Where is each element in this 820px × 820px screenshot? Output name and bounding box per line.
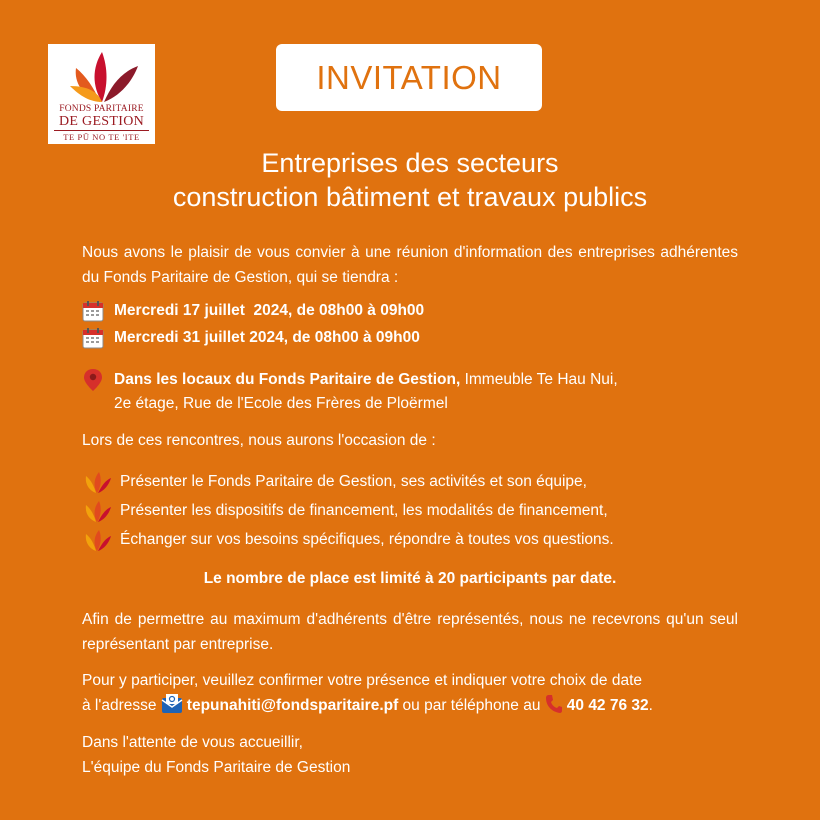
limit-notice: Le nombre de place est limité à 20 participants par date. bbox=[203, 570, 617, 587]
location-line2: 2e étage, Rue de l'Ecole des Frères de Ploërmel bbox=[114, 395, 448, 412]
location-row bbox=[82, 368, 618, 392]
invitation-label: INVITATION bbox=[316, 58, 502, 96]
intro-paragraph: Nous avons le plaisir de vous convier à une réunion d'information des entreprises adhérentes du Fonds Paritaire de Gestion, qui se tiendra : bbox=[82, 244, 738, 286]
date-row-2 bbox=[82, 327, 420, 349]
location-bold: Dans les locaux du Fonds Paritaire de Gestion, bbox=[114, 371, 461, 388]
title-line1: Entreprises des secteurs bbox=[261, 148, 559, 178]
logo bbox=[48, 44, 155, 144]
location-rest: Immeuble Te Hau Nui, bbox=[460, 371, 618, 388]
phone-icon bbox=[545, 694, 563, 714]
agenda-item-1-text: Présenter le Fonds Paritaire de Gestion, ses activités et son équipe, bbox=[120, 473, 587, 490]
contact-line1: Pour y participer, veuillez confirmer votre présence et indiquer votre choix de date bbox=[82, 672, 643, 689]
contact-middle: ou par téléphone au bbox=[398, 697, 545, 714]
logo-rule bbox=[54, 130, 149, 131]
leaf-bullet-icon bbox=[82, 499, 112, 523]
agenda-item-2 bbox=[82, 499, 608, 523]
date-2-text: Mercredi 31 juillet 2024, de 08h00 à 09h00 bbox=[114, 329, 420, 346]
logo-line3: TE PŪ NO TE 'ITE bbox=[63, 132, 140, 142]
leaf-bullet-icon bbox=[82, 470, 112, 494]
agenda-item-2-text: Présenter les dispositifs de financement, les modalités de financement, bbox=[120, 502, 608, 519]
date-1-text: Mercredi 17 juillet 2024, de 08h00 à 09h00 bbox=[114, 302, 425, 319]
closing-line1: Dans l'attente de vous accueillir, bbox=[82, 734, 303, 751]
title-line2: construction bâtiment et travaux publics bbox=[172, 182, 648, 212]
calendar-icon bbox=[82, 327, 104, 349]
representation-paragraph: Afin de permettre au maximum d'adhérents d'être représentés, nous ne recevrons qu'un seul représentant par entreprise. bbox=[82, 611, 738, 653]
leaf-bullet-icon bbox=[82, 528, 112, 552]
closing bbox=[82, 730, 738, 780]
logo-line2: DE GESTION bbox=[58, 114, 145, 129]
invitation-badge bbox=[276, 44, 542, 111]
logo-line1: FONDS PARITAIRE bbox=[59, 104, 144, 114]
phone-number[interactable]: 40 42 76 32 bbox=[566, 697, 649, 714]
location-pin-icon bbox=[82, 368, 104, 392]
agenda-intro: Lors de ces rencontres, nous aurons l'occasion de : bbox=[82, 432, 436, 449]
agenda-item-1 bbox=[82, 470, 587, 494]
agenda-item-3-text: Échanger sur vos besoins spécifiques, répondre à toutes vos questions. bbox=[120, 531, 614, 548]
page-title bbox=[0, 146, 820, 214]
contact-line2 bbox=[82, 693, 738, 718]
agenda-item-3 bbox=[82, 528, 614, 552]
calendar-icon bbox=[82, 300, 104, 322]
contact-end: . bbox=[648, 697, 653, 714]
closing-line2: L'équipe du Fonds Paritaire de Gestion bbox=[82, 759, 351, 776]
date-row-1 bbox=[82, 300, 424, 322]
contact-paragraph bbox=[82, 668, 738, 718]
contact-prefix: à l'adresse bbox=[82, 697, 157, 714]
logo-leaves-icon bbox=[62, 46, 142, 104]
email-icon bbox=[161, 694, 183, 714]
email-link[interactable]: tepunahiti@fondsparitaire.pf bbox=[186, 697, 399, 714]
